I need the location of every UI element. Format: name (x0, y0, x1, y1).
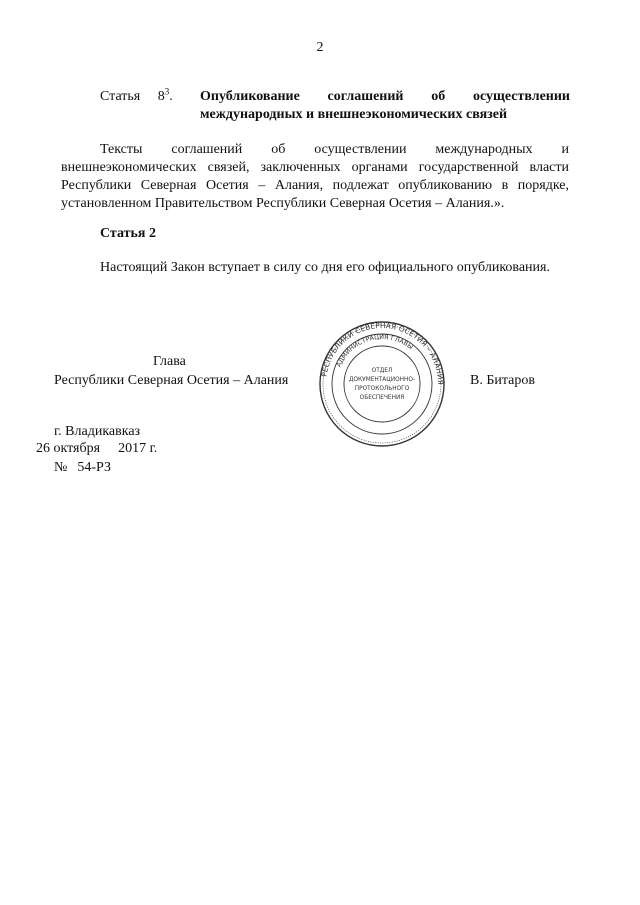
article-number: 8 (157, 89, 165, 104)
article-2-paragraph (61, 259, 569, 277)
seal-center-line2: ДОКУМЕНТАЦИОННО- (348, 377, 416, 383)
date-month: октября (53, 441, 101, 456)
signatory-title: Глава (153, 354, 186, 369)
signatory-name: В. Битаров (470, 373, 535, 388)
seal-center-line3: ПРОТОКОЛЬНОГО (354, 386, 410, 392)
seal-outer-text: РЕСПУБЛИКИ СЕВЕРНАЯ ОСЕТИЯ – АЛАНИЯ (319, 320, 446, 386)
article-superscript: 3 (164, 86, 170, 97)
city: г. Владикавказ (54, 424, 141, 439)
article-2-heading: Статья 2 (100, 226, 156, 241)
article-label-word: Статья (100, 89, 141, 104)
article-8-3-text: Тексты соглашений об осуществлении международных и внешнеэкономических связей, заключенных органами государственной власти Республики Северная Осетия – Алания, подлежат опубликованию в порядке, установленном Правительством Республики Северная Осетия – Алания.». (61, 142, 569, 211)
article-8-3-paragraph (61, 141, 569, 213)
number-sign: № (54, 460, 68, 475)
article-title-line2: международных и внешнеэкономических связей (200, 107, 508, 122)
svg-text:РЕСПУБЛИКИ СЕВЕРНАЯ ОСЕТИЯ – А (319, 321, 445, 385)
document-date (36, 441, 157, 457)
seal-inner-text: АДМИНИСТРАЦИЯ ГЛАВЫ (334, 332, 415, 369)
seal-center-line1: ОТДЕЛ (371, 368, 393, 374)
date-year: 2017 г. (118, 441, 158, 456)
article-8-3-label: Статья $8^3$. (100, 86, 173, 104)
signatory-republic: Республики Северная Осетия – Алания (54, 373, 289, 388)
number-value: 54-РЗ (77, 460, 111, 475)
page-number: 2 (316, 40, 324, 55)
article-2-text: Настоящий Закон вступает в силу со дня его официального опубликования. (100, 260, 550, 275)
law-number (54, 460, 111, 476)
article-8-3-title (200, 88, 570, 124)
seal-center-line4: ОБЕСПЕЧЕНИЯ (359, 395, 405, 401)
official-seal (318, 320, 446, 448)
article-title-line1: Опубликование соглашений об осуществлении (200, 89, 570, 104)
date-day: 26 (36, 441, 50, 456)
